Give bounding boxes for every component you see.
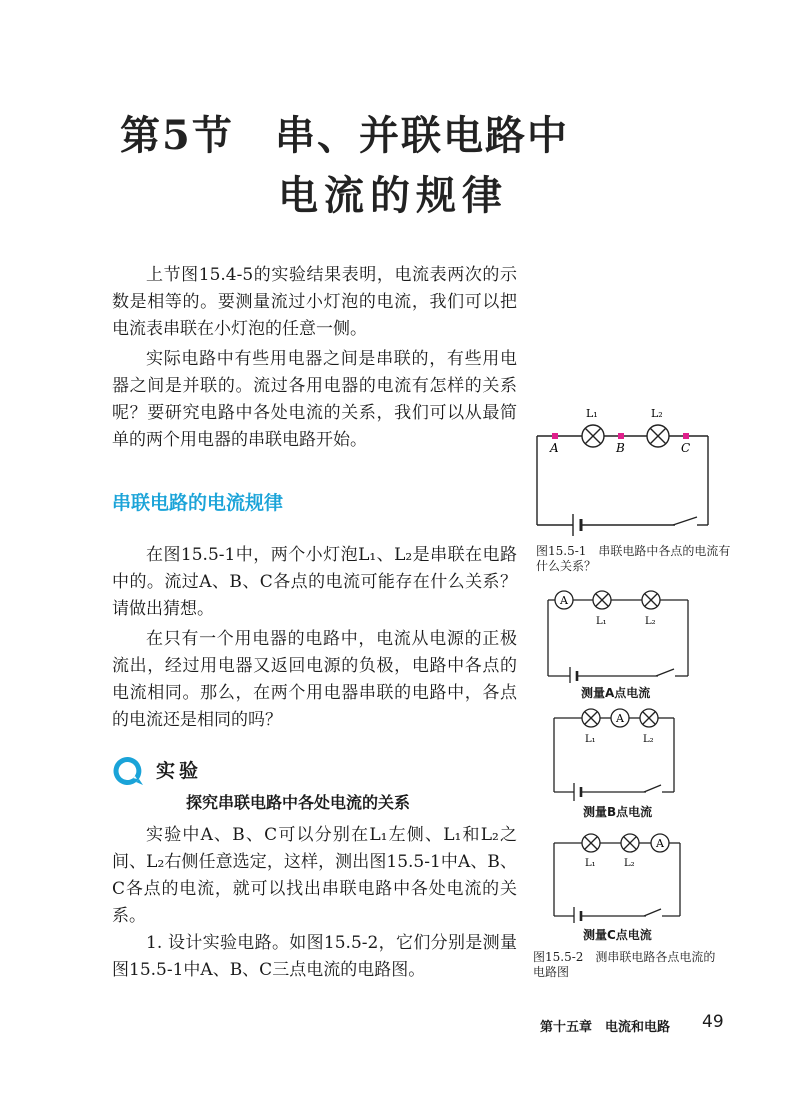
section-number: 第5节 [120, 112, 234, 159]
figure-15-5-2-caption: 图15.5-2 测串联电路各点电流的电路图 [533, 950, 716, 979]
label-b: B [616, 441, 625, 455]
lamp-l2-icon [640, 709, 658, 727]
page-title-line1 [120, 104, 569, 161]
ammeter-symbol: A [656, 837, 664, 850]
paragraph-3: 在图15.5-1中，两个小灯泡L₁、L₂是串联在电路中的。流过A、B、C各点的电流可能存在什么关系？请做出猜想。 [112, 545, 517, 619]
paragraph-2: 实际电路中有些用电器之间是串联的，有些用电器之间是并联的。流过各用电器的电流有怎样的关系呢？要研究电路中各处电流的关系，我们可以从最简单的两个用电器的串联电路开始。 [112, 349, 517, 450]
paragraph-6: 1. 设计实验电路。如图15.5-2，它们分别是测量图15.5-1中A、B、C三点电流的电路图。 [112, 933, 517, 980]
circuit-measure-b [540, 706, 700, 801]
figure-15-5-1-circuit [525, 400, 725, 540]
lamp-l2-icon [621, 834, 639, 852]
paragraph-5: 实验中A、B、C可以分别在L₁左侧、L₁和L₂之间、L₂右侧任意选定，这样，测出图15.5-1中A、B、C各点的电流，就可以找出串联电路中各处电流的关系。 [112, 825, 517, 926]
circuit-measure-c [540, 828, 700, 923]
label-l1: L₁ [585, 734, 596, 745]
subcaption-measure-c: 测量C点电流 [583, 928, 652, 942]
lamp-l1-icon [582, 709, 600, 727]
junction-marker-b [618, 433, 624, 439]
page-number: 49 [702, 1012, 724, 1032]
lamp-l2-icon [642, 591, 660, 609]
label-l1: L₁ [586, 407, 598, 420]
subcaption-measure-a: 测量A点电流 [581, 686, 651, 700]
label-a: A [550, 441, 559, 455]
label-l1: L₁ [585, 858, 596, 869]
label-l2: L₂ [651, 407, 663, 420]
title-text-line1: 串、并联电路中 [275, 112, 569, 159]
label-l2: L₂ [643, 734, 654, 745]
ammeter-symbol: A [560, 594, 568, 607]
lamp-l1-icon [593, 591, 611, 609]
lamp-l1-icon [582, 425, 604, 447]
page-title-line2: 电流的规律 [278, 172, 508, 219]
figure-15-5-1-caption: 图15.5-1 串联电路中各点的电流有什么关系？ [536, 544, 731, 573]
experiment-icon [112, 755, 144, 787]
label-l2: L₂ [624, 858, 635, 869]
label-c: C [681, 441, 691, 455]
junction-marker-a [552, 433, 558, 439]
junction-marker-c [683, 433, 689, 439]
section-heading: 串联电路的电流规律 [112, 492, 284, 514]
experiment-label: 实验 [156, 760, 203, 782]
paragraph-4: 在只有一个用电器的电路中，电流从电源的正极流出，经过用电器又返回电源的负极，电路中各点的电流相同。那么，在两个用电器串联的电路中，各点的电流还是相同的吗？ [112, 629, 517, 730]
subcaption-measure-b: 测量B点电流 [583, 805, 653, 819]
experiment-title: 探究串联电路中各处电流的关系 [186, 793, 411, 812]
label-l2: L₂ [645, 616, 656, 627]
lamp-l1-icon [582, 834, 600, 852]
lamp-l2-icon [647, 425, 669, 447]
label-l1: L₁ [596, 616, 607, 627]
circuit-measure-a [540, 588, 700, 683]
chapter-footer: 第十五章 电流和电路 [540, 1020, 671, 1035]
ammeter-symbol: A [616, 712, 624, 725]
paragraph-1: 上节图15.4-5的实验结果表明，电流表两次的示数是相等的。要测量流过小灯泡的电流，我们可以把电流表串联在小灯泡的任意一侧。 [112, 265, 517, 339]
